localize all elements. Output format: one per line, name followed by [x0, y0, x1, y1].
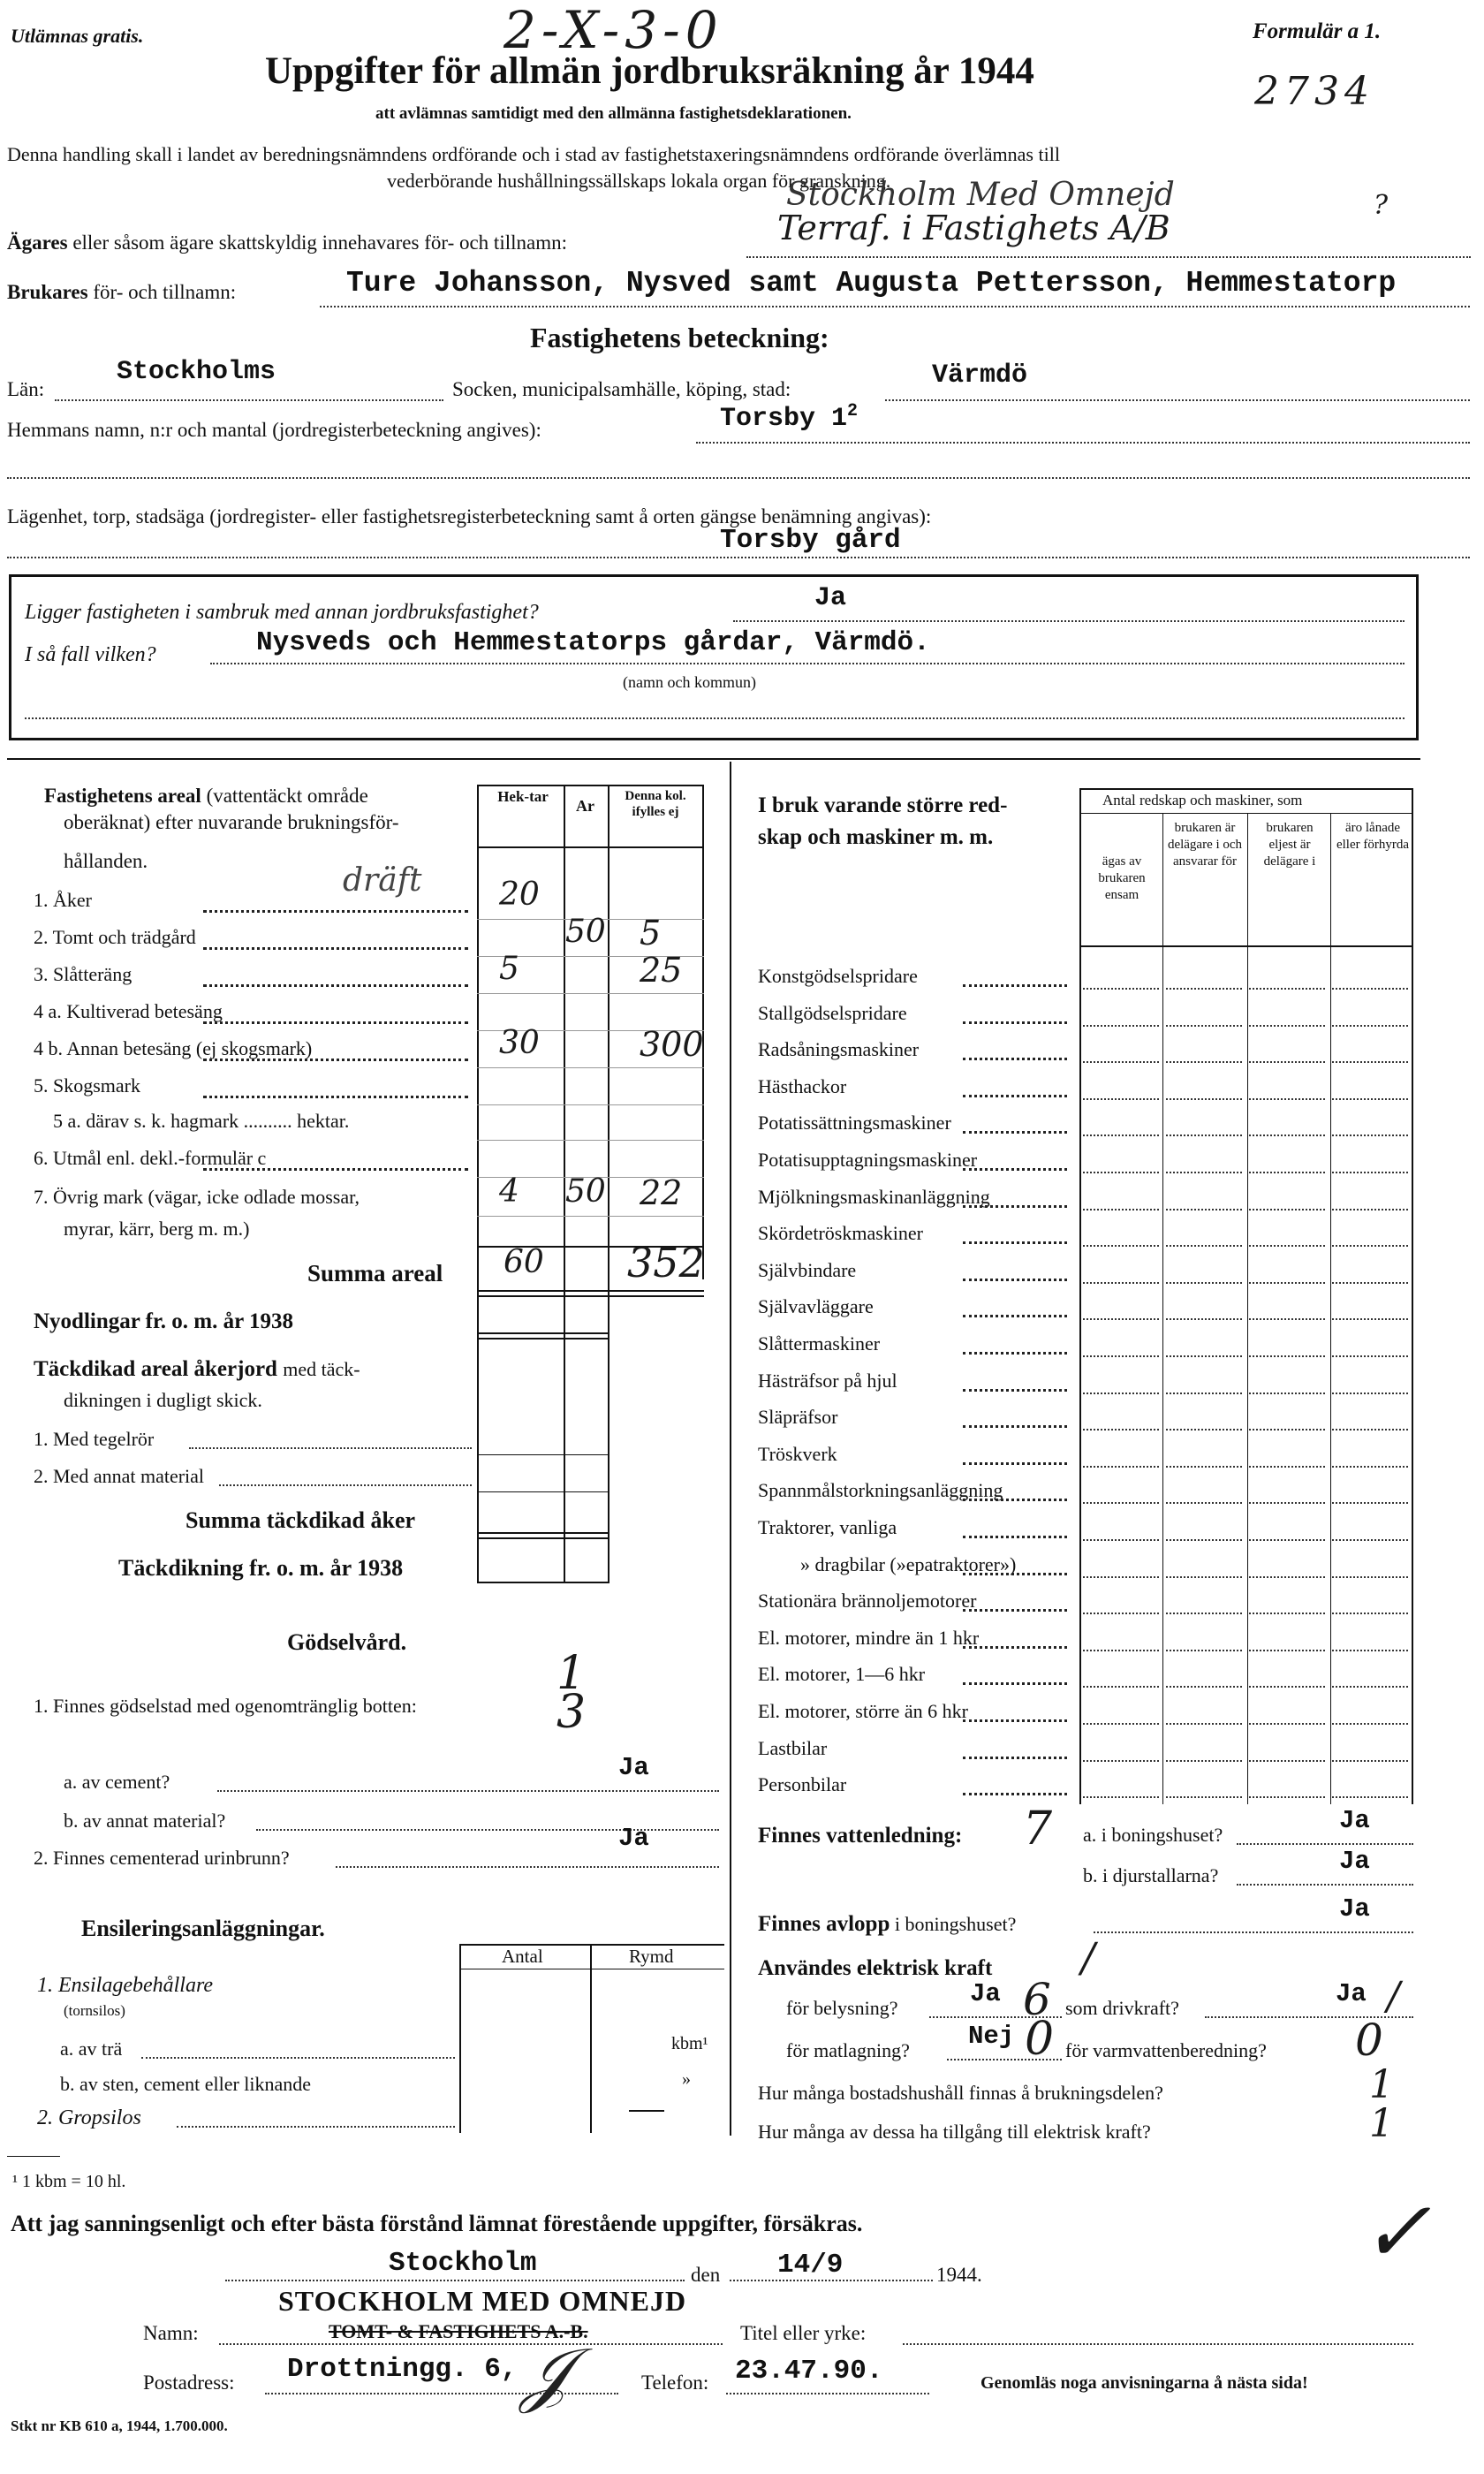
- redskap-item: Mjölkningsmaskinanläggning: [758, 1186, 990, 1208]
- property-heading: Fastighetens beteckning:: [530, 322, 829, 353]
- redskap-cell[interactable]: [1166, 1613, 1242, 1614]
- godsel-q2-answer[interactable]: Ja: [618, 1824, 649, 1853]
- areal-cell-hektar[interactable]: 30: [499, 1025, 540, 1061]
- redskap-heading-1: I bruk varande större red-: [758, 793, 1008, 817]
- redskap-cell[interactable]: [1083, 1355, 1159, 1357]
- redskap-cell[interactable]: [1332, 1723, 1408, 1725]
- redskap-cell[interactable]: [1166, 1502, 1242, 1504]
- vatten-label: Finnes vattenledning:: [758, 1824, 963, 1848]
- namn-label: Namn:: [143, 2322, 199, 2344]
- redskap-item: Självbindare: [758, 1259, 857, 1281]
- postadress-value[interactable]: Drottningg. 6,: [287, 2354, 518, 2385]
- redskap-cell[interactable]: [1249, 1760, 1325, 1762]
- redskap-cell[interactable]: [1166, 1135, 1242, 1136]
- redskap-item: Tröskverk: [758, 1443, 837, 1465]
- el-varmvatten-answer[interactable]: 0: [1355, 2015, 1383, 2066]
- areal-cell-hektar[interactable]: 5: [499, 951, 519, 987]
- hushall-el-answer[interactable]: 1: [1369, 2101, 1394, 2146]
- redskap-cell[interactable]: [1083, 1172, 1159, 1173]
- redskap-cell[interactable]: [1249, 1723, 1325, 1725]
- areal-row-label: 4 b. Annan betesäng (ej skogsmark): [34, 1037, 313, 1059]
- socken-value[interactable]: Värmdö: [932, 360, 1028, 391]
- redskap-item: Stationära brännoljemotorer: [758, 1590, 977, 1612]
- areal-row-label: 4 a. Kultiverad betesäng: [34, 1000, 223, 1022]
- redskap-col-header: brukaren eljest är delägare i: [1263, 821, 1316, 869]
- redskap-cell[interactable]: [1083, 1760, 1159, 1762]
- redskap-cell[interactable]: [1083, 1245, 1159, 1247]
- tack-1938: Täckdikning fr. o. m. år 1938: [118, 1555, 404, 1581]
- hemman-label: Hemmans namn, n:r och mantal (jordregisterbeteckning angives):: [7, 419, 541, 441]
- redskap-cell[interactable]: [1332, 1245, 1408, 1247]
- ensil-footnote: ¹ 1 kbm = 10 hl.: [12, 2172, 126, 2191]
- signature-date[interactable]: 14/9: [777, 2250, 844, 2280]
- redskap-item: Hästhackor: [758, 1075, 847, 1097]
- areal-row-label: 7. Övrig mark (vägar, icke odlade mossar,: [34, 1186, 360, 1208]
- redskap-cell[interactable]: [1249, 1650, 1325, 1651]
- redskap-cell[interactable]: [1166, 1282, 1242, 1284]
- sambruk-which: I så fall vilken?: [25, 643, 156, 666]
- redskap-cell[interactable]: [1166, 1318, 1242, 1320]
- instruction-line-2: vederbörande hushållningssällskaps lokala organ för granskning.: [387, 170, 891, 192]
- redskap-col-header: äro lånade eller förhyrda: [1336, 821, 1410, 852]
- el-mark-6: 6: [1023, 1974, 1051, 2025]
- redskap-cell[interactable]: [1249, 1061, 1325, 1063]
- redskap-cell[interactable]: [1166, 1025, 1242, 1027]
- redskap-cell[interactable]: [1332, 1061, 1408, 1063]
- redskap-cell[interactable]: [1083, 1650, 1159, 1651]
- redskap-cell[interactable]: [1332, 1318, 1408, 1320]
- areal-cell-denna[interactable]: 22: [640, 1173, 683, 1212]
- free-note: Utlämnas gratis.: [11, 25, 144, 47]
- areal-row-label: 6. Utmål enl. dekl.-formulär c: [34, 1147, 267, 1169]
- redskap-cell[interactable]: [1083, 1282, 1159, 1284]
- ensil-rb-unit: »: [682, 2069, 691, 2089]
- instruction-line-1: Denna handling skall i landet av beredningsnämndens ordförande och i stad av fastighetstaxeringsnämndens ordförande överlämnas till: [7, 143, 1060, 165]
- areal-row-label: 5. Skogsmark: [34, 1074, 140, 1097]
- sum-hektar[interactable]: 60: [504, 1244, 544, 1280]
- signature-place[interactable]: Stockholm: [389, 2248, 537, 2279]
- den-label: den: [691, 2264, 721, 2286]
- redskap-col-header: brukaren är delägare i och ansvarar för: [1167, 821, 1243, 869]
- user-label: Brukares för- och tillnamn:: [7, 281, 237, 303]
- redskap-cell[interactable]: [1332, 1209, 1408, 1210]
- redskap-item: Släpräfsor: [758, 1406, 838, 1428]
- ensil-ra: a. av trä: [60, 2038, 123, 2060]
- redskap-cell[interactable]: [1166, 1393, 1242, 1394]
- redskap-cell[interactable]: [1166, 1061, 1242, 1063]
- redskap-cell[interactable]: [1249, 1172, 1325, 1173]
- tack-row-2: 2. Med annat material: [34, 1465, 205, 1487]
- redskap-cell[interactable]: [1166, 1539, 1242, 1541]
- redskap-item: Potatisupptagningsmaskiner: [758, 1149, 978, 1171]
- ref-number: 2734: [1254, 69, 1374, 114]
- redskap-heading-2: skap och maskiner m. m.: [758, 825, 994, 849]
- redskap-cell[interactable]: [1249, 1025, 1325, 1027]
- redskap-cell[interactable]: [1249, 1576, 1325, 1578]
- redskap-cell[interactable]: [1166, 1466, 1242, 1468]
- areal-row-label: 2. Tomt och trädgård: [34, 926, 196, 948]
- areal-row-7b-label: myrar, kärr, berg m. m.): [64, 1218, 250, 1240]
- lagenhet-label: Lägenhet, torp, stadsäga (jordregister- eller fastighetsregisterbeteckning samt å orten gängse benämning angivas):: [7, 505, 932, 527]
- owner-note: Stockholm Med Omnejd: [786, 177, 1175, 213]
- lan-label: Län:: [7, 378, 45, 400]
- redskap-cell[interactable]: [1083, 1466, 1159, 1468]
- redskap-cell[interactable]: [1166, 1723, 1242, 1725]
- stamp-line-2: TOMT- & FASTIGHETS A.-B.: [329, 2320, 588, 2342]
- redskap-cell[interactable]: [1332, 1502, 1408, 1504]
- hushall-q: Hur många bostadshushåll finnas å brukningsdelen?: [758, 2082, 1163, 2104]
- redskap-item: Hästräfsor på hjul: [758, 1370, 897, 1392]
- telefon-label: Telefon:: [641, 2372, 709, 2394]
- redskap-cell[interactable]: [1332, 1650, 1408, 1651]
- vatten-b: b. i djurstallarna?: [1083, 1864, 1219, 1886]
- col-hektar: Hek-tar: [497, 788, 549, 805]
- redskap-cell[interactable]: [1083, 1502, 1159, 1504]
- redskap-cell[interactable]: [1332, 1796, 1408, 1798]
- redskap-cell[interactable]: [1083, 1429, 1159, 1431]
- redskap-cell[interactable]: [1249, 1209, 1325, 1210]
- redskap-cell[interactable]: [1083, 1135, 1159, 1136]
- redskap-cell[interactable]: [1249, 1466, 1325, 1468]
- areal-cell-ar[interactable]: 50: [565, 1173, 606, 1210]
- redskap-cell[interactable]: [1332, 1172, 1408, 1173]
- owner-label: Ägares eller såsom ägare skattskyldig innehavares för- och tillnamn:: [7, 231, 567, 254]
- redskap-item: Traktorer, vanliga: [758, 1516, 897, 1538]
- genomlas-note: Genomläs noga anvisningarna å nästa sida!: [980, 2373, 1308, 2393]
- redskap-cell[interactable]: [1083, 1613, 1159, 1614]
- lagenhet-value[interactable]: Torsby gård: [720, 525, 901, 556]
- areal-cell-hektar[interactable]: 4: [499, 1173, 519, 1210]
- redskap-cell[interactable]: [1332, 1098, 1408, 1100]
- lan-value[interactable]: Stockholms: [117, 357, 276, 387]
- areal-cell-denna[interactable]: 300: [640, 1025, 704, 1064]
- redskap-cell[interactable]: [1249, 1098, 1325, 1100]
- ensil-r1: 1. Ensilagebehållare: [37, 1974, 214, 1997]
- areal-heading-l3: hållanden.: [64, 850, 148, 872]
- hushall-el-q: Hur många av dessa ha tillgång till elektrisk kraft?: [758, 2121, 1151, 2143]
- ensil-r2: 2. Gropsilos: [37, 2106, 141, 2129]
- redskap-cell[interactable]: [1249, 1613, 1325, 1614]
- el-varmvatten: för varmvattenberedning?: [1065, 2039, 1267, 2061]
- redskap-cell[interactable]: [1083, 988, 1159, 990]
- signature-year: 1944.: [936, 2264, 982, 2286]
- redskap-cell[interactable]: [1249, 1796, 1325, 1798]
- ensil-heading: Ensileringsanläggningar.: [81, 1916, 325, 1941]
- redskap-item: Självavläggare: [758, 1295, 874, 1317]
- redskap-cell[interactable]: [1332, 1760, 1408, 1762]
- godsel-qa-answer[interactable]: Ja: [618, 1753, 649, 1782]
- owner-value[interactable]: Terraf. i Fastighets A/B: [777, 209, 1170, 247]
- redskap-cell[interactable]: [1166, 1209, 1242, 1210]
- godsel-mark: 1 3: [556, 1647, 587, 1739]
- col-ar: Ar: [576, 797, 594, 815]
- redskap-cell[interactable]: [1166, 1429, 1242, 1431]
- godsel-qa: a. av cement?: [64, 1771, 170, 1793]
- form-number: Formulär a 1.: [1253, 19, 1382, 43]
- owner-mark: ?: [1374, 190, 1389, 221]
- titel-label: Titel eller yrke:: [740, 2322, 867, 2344]
- redskap-cell[interactable]: [1332, 1613, 1408, 1614]
- redskap-col-header: ägas av brukaren ensam: [1098, 854, 1146, 902]
- check-mark: ✓: [1360, 2182, 1432, 2281]
- assurance: Att jag sanningsenligt och efter bästa förstånd lämnat förestående uppgifter, försäkras.: [11, 2211, 863, 2236]
- page-title: Uppgifter för allmän jordbruksräkning år 1944: [265, 50, 1034, 92]
- areal-row-label: 5 a. därav s. k. hagmark .......... hektar.: [53, 1110, 350, 1132]
- stamp-line-1: STOCKHOLM MED OMNEJD: [278, 2285, 687, 2317]
- redskap-cell[interactable]: [1249, 1539, 1325, 1541]
- redskap-cell[interactable]: [1166, 1245, 1242, 1247]
- redskap-cell[interactable]: [1083, 1025, 1159, 1027]
- ensil-r1b: (tornsilos): [64, 2002, 125, 2019]
- col-antal: Antal: [502, 1946, 543, 1967]
- redskap-item: » dragbilar (»epatraktorer»): [800, 1553, 1017, 1575]
- telefon-value[interactable]: 23.47.90.: [735, 2356, 883, 2387]
- el-label: Användes elektrisk kraft: [758, 1956, 993, 1980]
- el-drivkraft-answer[interactable]: Ja: [1336, 1979, 1367, 2008]
- avlopp-label: Finnes avlopp i boningshuset?: [758, 1912, 1017, 1936]
- godsel-heading: Gödselvård.: [287, 1629, 407, 1655]
- sum-areal-label: Summa areal: [307, 1260, 443, 1286]
- redskap-cell[interactable]: [1083, 1796, 1159, 1798]
- vatten-a: a. i boningshuset?: [1083, 1824, 1223, 1846]
- tack-row-1: 1. Med tegelrör: [34, 1428, 155, 1450]
- page-subtitle: att avlämnas samtidigt med den allmänna fastighetsdeklarationen.: [375, 104, 852, 123]
- redskap-col-title: Antal redskap och maskiner, som: [1102, 792, 1303, 808]
- nyod-label: Nyodlingar fr. o. m. år 1938: [34, 1309, 293, 1333]
- redskap-cell[interactable]: [1083, 1576, 1159, 1578]
- redskap-cell[interactable]: [1249, 1429, 1325, 1431]
- redskap-cell[interactable]: [1166, 1796, 1242, 1798]
- redskap-cell[interactable]: [1083, 1723, 1159, 1725]
- signature-scribble: 𝒥: [521, 2333, 571, 2415]
- el-belysning: för belysning?: [786, 1997, 898, 2019]
- col-denna: Denna kol. ifylles ej: [625, 789, 686, 819]
- redskap-cell[interactable]: [1332, 1025, 1408, 1027]
- section-divider: [7, 758, 1420, 760]
- redskap-cell[interactable]: [1166, 988, 1242, 990]
- el-belysning-answer[interactable]: Ja: [970, 1979, 1001, 2008]
- redskap-cell[interactable]: [1332, 1282, 1408, 1284]
- ensil-rb: b. av sten, cement eller liknande: [60, 2073, 312, 2095]
- redskap-item: El. motorer, större än 6 hkr: [758, 1700, 968, 1722]
- avlopp-answer[interactable]: Ja: [1339, 1894, 1370, 1924]
- redskap-cell[interactable]: [1249, 1502, 1325, 1504]
- redskap-item: Spannmålstorkningsanläggning: [758, 1479, 1003, 1501]
- tack-heading: Täckdikad areal åkerjord med täck-: [34, 1357, 360, 1381]
- redskap-item: Slåttermaskiner: [758, 1332, 881, 1355]
- redskap-cell[interactable]: [1332, 1466, 1408, 1468]
- redskap-cell[interactable]: [1166, 1355, 1242, 1357]
- areal-note: dräft: [343, 862, 422, 899]
- print-note: Stkt nr KB 610 a, 1944, 1.700.000.: [11, 2417, 228, 2434]
- sambruk-note: (namn och kommun): [623, 673, 756, 691]
- user-value[interactable]: Ture Johansson, Nysved samt Augusta Pettersson, Hemmestatorp: [346, 267, 1397, 300]
- el-mark: /: [1081, 1933, 1095, 1981]
- redskap-cell[interactable]: [1249, 1245, 1325, 1247]
- redskap-item: Konstgödselspridare: [758, 965, 918, 987]
- redskap-cell[interactable]: [1332, 1135, 1408, 1136]
- ensil-ra-unit: kbm¹: [671, 2034, 708, 2053]
- vatten-mark: 7: [1023, 1802, 1053, 1856]
- redskap-cell[interactable]: [1332, 1393, 1408, 1394]
- redskap-cell[interactable]: [1166, 1650, 1242, 1651]
- godsel-q1: 1. Finnes gödselstad med ogenomtränglig botten:: [34, 1695, 417, 1717]
- el-matlagning-answer[interactable]: Nej: [968, 2022, 1015, 2051]
- redskap-cell[interactable]: [1332, 1576, 1408, 1578]
- redskap-item: Skördetröskmaskiner: [758, 1222, 923, 1244]
- redskap-cell[interactable]: [1166, 1098, 1242, 1100]
- vatten-b-answer[interactable]: Ja: [1339, 1847, 1370, 1876]
- redskap-cell[interactable]: [1166, 1686, 1242, 1688]
- redskap-cell[interactable]: [1083, 1686, 1159, 1688]
- areal-cell-denna[interactable]: 5: [640, 914, 662, 952]
- redskap-item: Potatissättningsmaskiner: [758, 1112, 951, 1134]
- areal-heading-l2: oberäknat) efter nuvarande brukningsför-: [64, 811, 399, 833]
- areal-heading: Fastighetens areal (vattentäckt område: [44, 785, 368, 807]
- redskap-item: El. motorer, 1—6 hkr: [758, 1663, 926, 1685]
- redskap-cell[interactable]: [1249, 1393, 1325, 1394]
- redskap-item: Stallgödselspridare: [758, 1002, 907, 1024]
- hushall-answer[interactable]: 1: [1369, 2062, 1394, 2107]
- areal-cell-ar[interactable]: 50: [565, 914, 606, 950]
- godsel-qb: b. av annat material?: [64, 1810, 226, 1832]
- redskap-cell[interactable]: [1332, 1686, 1408, 1688]
- redskap-item: Personbilar: [758, 1773, 847, 1795]
- redskap-item: Lastbilar: [758, 1737, 828, 1759]
- redskap-cell[interactable]: [1166, 1172, 1242, 1173]
- redskap-cell[interactable]: [1249, 1282, 1325, 1284]
- areal-row-label: 1. Åker: [34, 889, 92, 911]
- sambruk-question: Ligger fastigheten i sambruk med annan jordbruksfastighet?: [25, 601, 539, 624]
- tack-heading-l2: dikningen i dugligt skick.: [64, 1389, 262, 1411]
- redskap-cell[interactable]: [1083, 1393, 1159, 1394]
- sambruk-which-value[interactable]: Nysveds och Hemmestatorps gårdar, Värmdö.: [256, 627, 930, 658]
- redskap-item: Radsåningsmaskiner: [758, 1038, 920, 1060]
- redskap-cell[interactable]: [1083, 1318, 1159, 1320]
- redskap-cell[interactable]: [1166, 1760, 1242, 1762]
- redskap-cell[interactable]: [1249, 1318, 1325, 1320]
- vatten-a-answer[interactable]: Ja: [1339, 1806, 1370, 1835]
- areal-cell-denna[interactable]: 25: [640, 951, 683, 990]
- socken-label: Socken, municipalsamhälle, köping, stad:: [452, 378, 791, 400]
- redskap-cell[interactable]: [1083, 1539, 1159, 1541]
- redskap-cell[interactable]: [1332, 1429, 1408, 1431]
- redskap-cell[interactable]: [1249, 988, 1325, 990]
- areal-row-label: 3. Slåtteräng: [34, 963, 132, 985]
- redskap-cell[interactable]: [1249, 1355, 1325, 1357]
- postadress-label: Postadress:: [143, 2372, 235, 2394]
- redskap-cell[interactable]: [1083, 1061, 1159, 1063]
- hemman-value[interactable]: Torsby $1^2$: [720, 401, 859, 434]
- redskap-cell[interactable]: [1332, 1539, 1408, 1541]
- redskap-cell[interactable]: [1332, 988, 1408, 990]
- redskap-cell[interactable]: [1166, 1576, 1242, 1578]
- ref-top: 2-X-3-0: [504, 0, 723, 60]
- sum-denna[interactable]: 352: [627, 1239, 705, 1286]
- el-matlagning: för matlagning?: [786, 2039, 910, 2061]
- redskap-cell[interactable]: [1332, 1355, 1408, 1357]
- redskap-cell[interactable]: [1249, 1135, 1325, 1136]
- areal-cell-hektar[interactable]: 20: [499, 877, 540, 913]
- godsel-q2: 2. Finnes cementerad urinbrunn?: [34, 1847, 290, 1869]
- redskap-cell[interactable]: [1249, 1686, 1325, 1688]
- column-divider: [730, 762, 731, 2136]
- redskap-cell[interactable]: [1083, 1209, 1159, 1210]
- sambruk-answer[interactable]: Ja: [814, 583, 847, 613]
- tack-sum: Summa täckdikad åker: [186, 1507, 416, 1533]
- el-drivkraft: som drivkraft?: [1065, 1997, 1179, 2019]
- col-rymd: Rymd: [629, 1946, 674, 1967]
- redskap-item: El. motorer, mindre än 1 hkr: [758, 1627, 980, 1649]
- redskap-cell[interactable]: [1083, 1098, 1159, 1100]
